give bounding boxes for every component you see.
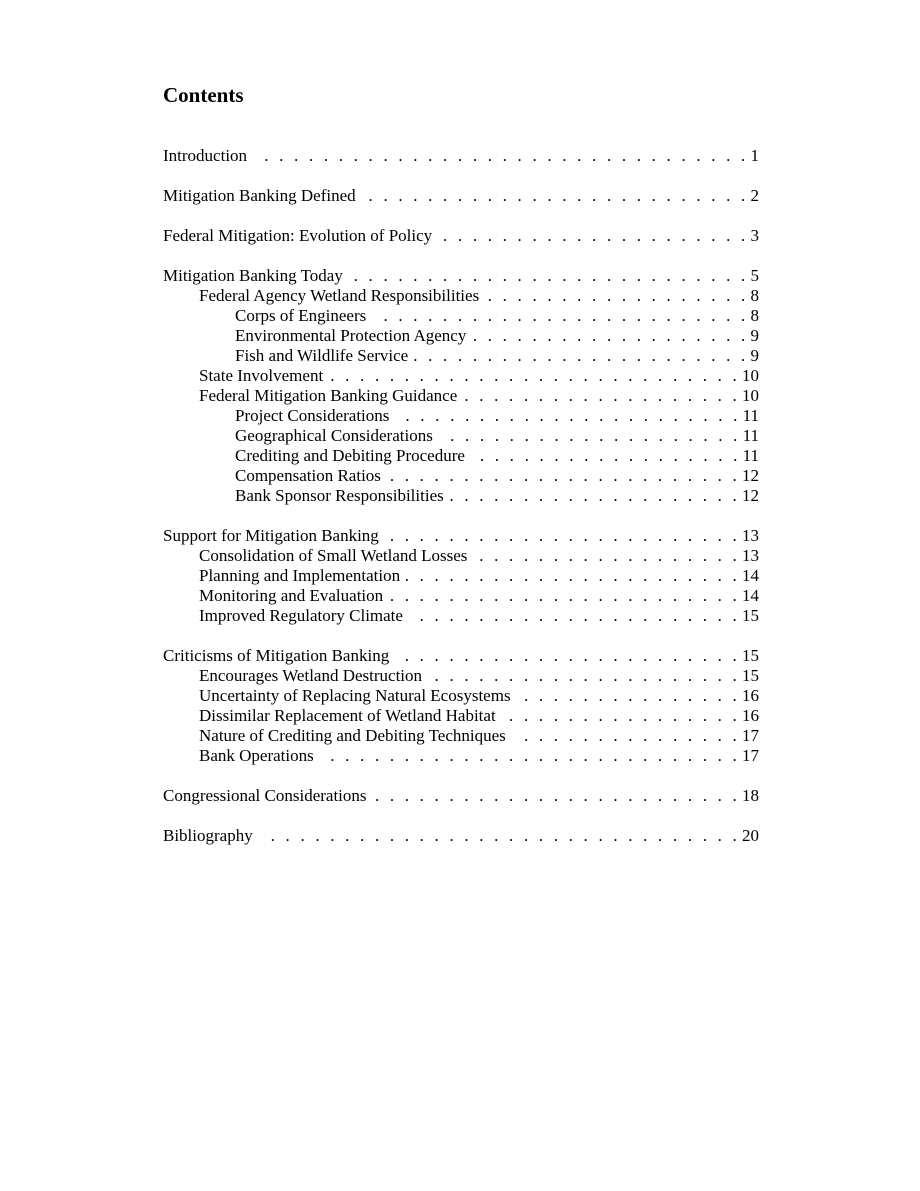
toc-section <box>163 266 759 506</box>
toc-entry-title: Federal Mitigation: Evolution of Policy <box>163 226 433 245</box>
toc-entry-page-number: 16 <box>742 686 759 705</box>
dot-leader <box>450 486 740 506</box>
toc-entry[interactable] <box>163 306 759 326</box>
toc-entry-title: Congressional Considerations <box>163 786 367 805</box>
toc-entry[interactable] <box>163 646 759 666</box>
toc-entry-title: Crediting and Debiting Procedure <box>235 446 465 465</box>
toc-entry[interactable] <box>163 146 759 166</box>
toc-entry-title: Introduction <box>163 146 248 165</box>
dot-leader <box>438 226 748 246</box>
toc-entry-page-number: 18 <box>742 786 759 805</box>
dot-leader <box>471 446 741 466</box>
toc-section <box>163 826 759 846</box>
toc-entry-title: Consolidation of Small Wetland Losses <box>199 546 468 565</box>
toc-entry-page-number: 14 <box>742 566 759 585</box>
toc-entry[interactable] <box>163 686 759 706</box>
toc-entry-page-number: 10 <box>742 366 759 385</box>
dot-leader <box>395 406 740 426</box>
dot-leader <box>395 646 740 666</box>
toc-entry-title: Improved Regulatory Climate <box>199 606 403 625</box>
dot-leader <box>389 586 740 606</box>
toc-entry[interactable] <box>163 386 759 406</box>
toc-entry[interactable] <box>163 746 759 766</box>
toc-entry[interactable] <box>163 666 759 686</box>
toc-entry-page-number: 9 <box>750 326 759 345</box>
toc-entry-title: Encourages Wetland Destruction <box>199 666 423 685</box>
toc-entry-title: Project Considerations <box>235 406 390 425</box>
table-of-contents <box>163 146 759 866</box>
toc-section <box>163 526 759 626</box>
toc-entry-page-number: 2 <box>750 186 759 205</box>
toc-entry-title: Dissimilar Replacement of Wetland Habitat <box>199 706 496 725</box>
dot-leader <box>472 326 748 346</box>
dot-leader <box>329 366 740 386</box>
dot-leader <box>485 286 748 306</box>
dot-leader <box>387 466 740 486</box>
toc-entry[interactable] <box>163 266 759 286</box>
toc-section <box>163 146 759 166</box>
toc-section <box>163 786 759 806</box>
toc-entry-page-number: 13 <box>742 526 759 545</box>
dot-leader <box>372 306 748 326</box>
dot-leader <box>320 746 740 766</box>
toc-entry-title: Compensation Ratios <box>235 466 381 485</box>
toc-entry[interactable] <box>163 446 759 466</box>
toc-entry-title: Uncertainty of Replacing Natural Ecosystems <box>199 686 511 705</box>
dot-leader <box>373 786 740 806</box>
toc-entry-page-number: 11 <box>742 426 759 445</box>
toc-entry[interactable] <box>163 186 759 206</box>
toc-entry[interactable] <box>163 286 759 306</box>
toc-entry-page-number: 16 <box>742 706 759 725</box>
toc-entry-title: Federal Mitigation Banking Guidance <box>199 386 458 405</box>
toc-section <box>163 226 759 246</box>
dot-leader <box>414 346 748 366</box>
toc-entry-page-number: 20 <box>742 826 759 845</box>
toc-entry[interactable] <box>163 486 759 506</box>
toc-entry-page-number: 17 <box>742 746 759 765</box>
dot-leader <box>409 606 740 626</box>
toc-entry-title: Mitigation Banking Today <box>163 266 343 285</box>
toc-entry-page-number: 3 <box>750 226 759 245</box>
toc-entry-title: Bank Sponsor Responsibilities <box>235 486 444 505</box>
page-title: Contents <box>163 83 244 107</box>
toc-entry[interactable] <box>163 346 759 366</box>
toc-entry-page-number: 1 <box>750 146 759 165</box>
toc-entry[interactable] <box>163 426 759 446</box>
toc-entry[interactable] <box>163 406 759 426</box>
dot-leader <box>517 686 740 706</box>
toc-entry-title: Bank Operations <box>199 746 314 765</box>
toc-entry-page-number: 8 <box>750 286 759 305</box>
toc-entry-title: Nature of Crediting and Debiting Techniques <box>199 726 506 745</box>
toc-entry-page-number: 11 <box>742 446 759 465</box>
toc-entry[interactable] <box>163 326 759 346</box>
toc-entry-page-number: 12 <box>742 486 759 505</box>
toc-entry[interactable] <box>163 526 759 546</box>
dot-leader <box>473 546 740 566</box>
dot-leader <box>439 426 741 446</box>
toc-entry-title: Support for Mitigation Banking <box>163 526 379 545</box>
toc-entry[interactable] <box>163 466 759 486</box>
toc-entry-title: Corps of Engineers <box>235 306 367 325</box>
toc-section <box>163 646 759 766</box>
toc-entry-page-number: 8 <box>750 306 759 325</box>
dot-leader <box>253 146 748 166</box>
dot-leader <box>406 566 740 586</box>
toc-entry-page-number: 11 <box>742 406 759 425</box>
toc-entry[interactable] <box>163 226 759 246</box>
dot-leader <box>259 826 740 846</box>
dot-leader <box>349 266 749 286</box>
toc-entry-title: Planning and Implementation <box>199 566 401 585</box>
toc-entry-title: Environmental Protection Agency <box>235 326 467 345</box>
toc-entry-page-number: 13 <box>742 546 759 565</box>
toc-entry-page-number: 12 <box>742 466 759 485</box>
toc-entry-page-number: 9 <box>750 346 759 365</box>
toc-entry-title: Bibliography <box>163 826 253 845</box>
toc-entry-title: Geographical Considerations <box>235 426 433 445</box>
toc-entry-title: Federal Agency Wetland Responsibilities <box>199 286 480 305</box>
dot-leader <box>463 386 740 406</box>
toc-entry-page-number: 15 <box>742 646 759 665</box>
toc-entry[interactable] <box>163 546 759 566</box>
dot-leader <box>502 706 740 726</box>
toc-entry-title: Fish and Wildlife Service <box>235 346 409 365</box>
toc-entry[interactable] <box>163 566 759 586</box>
toc-entry-page-number: 15 <box>742 606 759 625</box>
toc-entry-title: Criticisms of Mitigation Banking <box>163 646 390 665</box>
toc-entry[interactable] <box>163 586 759 606</box>
dot-leader <box>385 526 740 546</box>
toc-entry-page-number: 10 <box>742 386 759 405</box>
dot-leader <box>362 186 749 206</box>
toc-entry[interactable] <box>163 366 759 386</box>
toc-entry-page-number: 14 <box>742 586 759 605</box>
toc-entry-page-number: 5 <box>750 266 759 285</box>
toc-entry[interactable] <box>163 706 759 726</box>
dot-leader <box>428 666 740 686</box>
toc-entry[interactable] <box>163 606 759 626</box>
toc-section <box>163 186 759 206</box>
toc-entry-page-number: 15 <box>742 666 759 685</box>
toc-entry-title: Monitoring and Evaluation <box>199 586 384 605</box>
toc-entry-title: State Involvement <box>199 366 324 385</box>
toc-entry[interactable] <box>163 726 759 746</box>
toc-entry[interactable] <box>163 826 759 846</box>
toc-entry-title: Mitigation Banking Defined <box>163 186 356 205</box>
dot-leader <box>512 726 740 746</box>
toc-entry-page-number: 17 <box>742 726 759 745</box>
toc-entry[interactable] <box>163 786 759 806</box>
